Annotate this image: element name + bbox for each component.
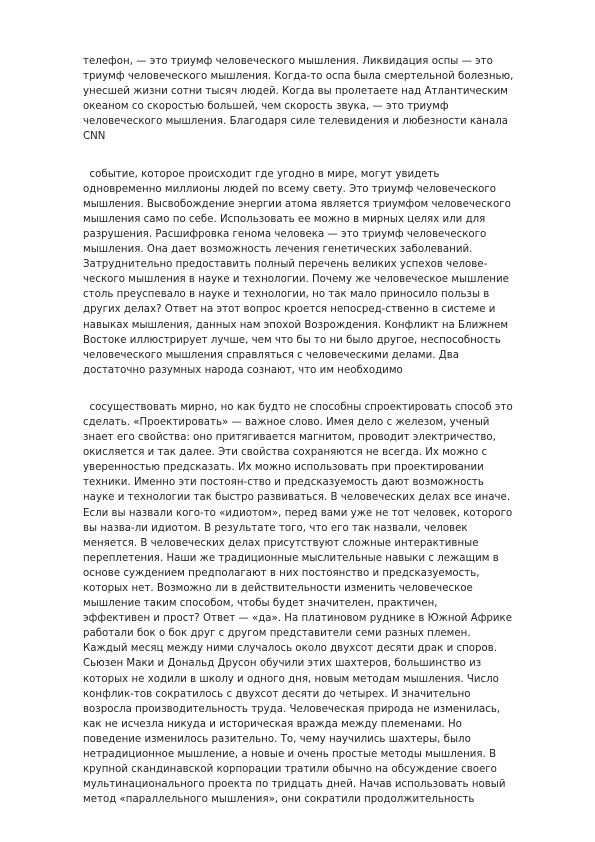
text-line: мышления. Высвобождение энергии атома является триумфом человеческого <box>83 198 511 210</box>
text-line: мышление таким способом, чтобы будет значителен, практичен, <box>83 598 438 610</box>
text-line: телефон, — это триумф человеческого мышления. Ликвидация оспы — это <box>83 56 493 67</box>
text-line: которых нет. Возможно ли в действительности изменить человеческое <box>83 583 473 594</box>
text-line: вы назва-ли идиотом. В результате того, что его так назвали, человек <box>83 522 468 534</box>
text-line: разрушения. Расшифровка генома человека — это триумф человеческого <box>83 228 487 240</box>
paragraph-3 <box>83 400 583 808</box>
text-line: как не исчезла никуда и историческая вражда между племенами. Но <box>83 718 462 730</box>
text-line: меняется. В человеческих делах присутствуют сложные интерактивные <box>83 537 479 549</box>
text-line: одновременно миллионы людей по всему свету. Это триумф человеческого <box>83 183 497 195</box>
text-line: работали бок о бок друг с другом представители семи разных племен. <box>83 628 471 640</box>
paragraph-spacer <box>83 378 583 400</box>
paragraph-2 <box>83 167 583 378</box>
text-line: эффективен и прост? Ответ — «да». На платиновом руднике в Южной Африке <box>83 613 513 625</box>
text-line: переплетения. Наши же традиционные мыслительные навыки с лежащим в <box>83 552 499 564</box>
text-line: уверенностью предсказать. Их можно использовать при проектировании <box>83 462 484 474</box>
text-line: Востоке иллюстрирует лучше, чем что бы то ни было другое, неспособность <box>83 334 501 346</box>
text-line: нетрадиционное мышление, а новые и очень простые методы мышления. В <box>83 749 497 761</box>
text-line: сделать. «Проектировать» — важное слово. Имея дело с железом, ученый <box>83 416 490 428</box>
paragraph-1 <box>83 54 583 145</box>
text-line: триумф человеческого мышления. Когда-то оспа была смертельной болезнью, <box>83 71 514 83</box>
text-line: науке и технологии так быстро развиваться. В человеческих делах все иначе. <box>83 492 511 504</box>
text-line: окисляется и так далее. Эти свойства сохраняются не всегда. Их можно с <box>83 447 488 459</box>
text-line: Сьюзен Маки и Дональд Друсон обучили этих шахтеров, большинство из <box>83 658 482 670</box>
text-line: океаном со скоростью большей, чем скорость звука, — это триумф <box>83 101 449 113</box>
text-line: мультинационального проекта по тридцать дней. Начав использовать новый <box>83 779 506 791</box>
text-line: конфлик-тов сократилось с двухсот десяти до четырех. И значительно <box>83 688 471 700</box>
text-line: Каждый месяц между ними случалось около двухсот десяти драк и споров. <box>83 643 498 655</box>
text-line: Затруднительно предоставить полный перечень великих успехов челове- <box>83 259 488 271</box>
text-line: унесшей жизни сотни тысяч людей. Когда вы пролетаете над Атлантическим <box>83 86 508 98</box>
text-line: которых не ходили в школу и одного дня, новым методам мышления. Число <box>83 673 499 685</box>
text-line: человеческого мышления справляться с человеческими делами. Два <box>83 349 460 361</box>
text-line: основе суждением предполагают в них постоянство и предсказуемость, <box>83 567 480 579</box>
text-line: возросла производительность труда. Человеческая природа не изменилась, <box>83 703 501 715</box>
text-line: достаточно разумных народа сознают, что им необходимо <box>83 364 403 376</box>
text-line: столь преуспевало в науке и технологии, но так мало приносило пользы в <box>83 289 490 301</box>
paragraph-spacer <box>83 145 583 167</box>
text-line: крупной скандинавской корпорации тратили обычно на обсуждение своего <box>83 764 497 776</box>
text-line: ческого мышления в науке и технологии. Почему же человеческое мышление <box>83 274 509 286</box>
text-line: поведение изменилось разительно. То, чему научились шахтеры, было <box>83 733 471 745</box>
text-line: CNN <box>83 131 106 143</box>
text-line: мышления само по себе. Использовать ее можно в мирных целях или для <box>83 213 486 225</box>
text-line: сосуществовать мирно, но как будто не способны спроектировать способ это <box>83 401 513 413</box>
document-body <box>83 54 583 807</box>
text-line: метод «параллельного мышления», они сократили продолжительность <box>83 794 475 806</box>
text-line: других делах? Ответ на этот вопрос кроется непосред-ственно в системе и <box>83 304 496 316</box>
text-line: техники. Именно эти постоян-ство и предсказуемость дают возможность <box>83 477 484 489</box>
text-line: человеческого мышления. Благодаря силе телевидения и любезности канала <box>83 116 509 128</box>
text-line: Если вы назвали кого-то «идиотом», перед вами уже не тот человек, которого <box>83 507 513 519</box>
text-line: навыках мышления, данных нам эпохой Возрождения. Конфликт на Ближнем <box>83 319 509 331</box>
text-line: знает его свойства: оно притягивается магнитом, проводит электричество, <box>83 432 496 444</box>
text-line: событие, которое происходит где угодно в мире, могут увидеть <box>83 168 440 180</box>
text-line: мышления. Она дает возможность лечения генетических заболеваний. <box>83 244 473 256</box>
